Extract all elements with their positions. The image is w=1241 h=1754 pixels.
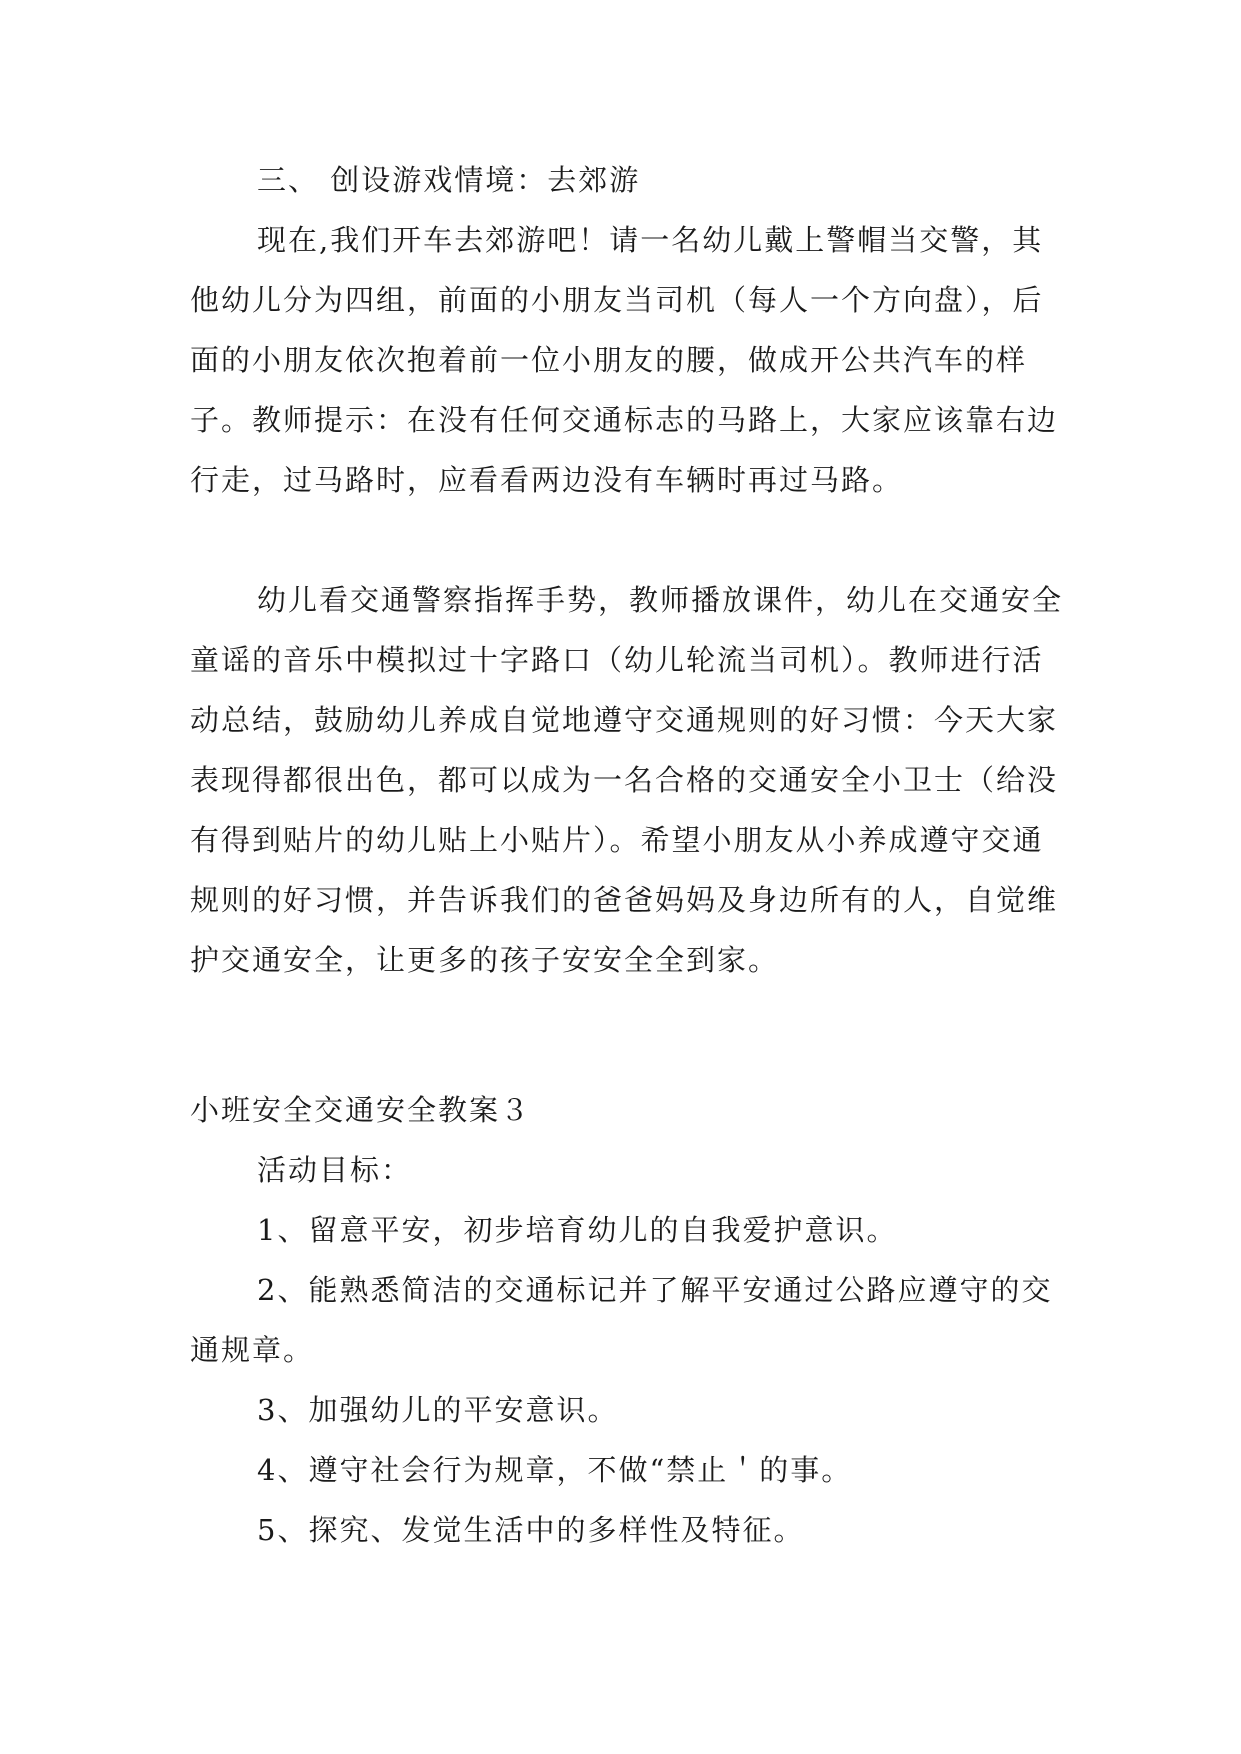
paragraph: 现在,我们开车去郊游吧！请一名幼儿戴上警帽当交警，其他幼儿分为四组，前面的小朋友当司机（每人一个方向盘），后面的小朋友依次抱着前一位小朋友的腰，做成开公共汽车的样子。教师提示：在没有任何交通标志的马路上，大家应该靠右边行走，过马路时，应看看两边没有车辆时再过马路。 bbox=[190, 223, 1059, 497]
goal-item: 5、探究、发觉生活中的多样性及特征。 bbox=[257, 1513, 805, 1547]
goals-heading: 活动目标： bbox=[257, 1153, 413, 1187]
section-heading: 三、 创设游戏情境：去郊游 bbox=[257, 163, 641, 197]
goal-item: 4、遵守社会行为规章，不做“禁止＇的事。 bbox=[257, 1453, 853, 1487]
goal-item: 2、能熟悉简洁的交通标记并了解平安通过公路应遵守的交通规章。 bbox=[190, 1273, 1053, 1367]
paragraph: 幼儿看交通警察指挥手势，教师播放课件，幼儿在交通安全童谣的音乐中模拟过十字路口（幼儿轮流当司机）。教师进行活动总结，鼓励幼儿养成自觉地遵守交通规则的好习惯：今天大家表现得都很出色，都可以成为一名合格的交通安全小卫士（给没有得到贴片的幼儿贴上小贴片）。希望小朋友从小养成遵守交通规则的好习惯，并告诉我们的爸爸妈妈及身边所有的人，自觉维护交通安全，让更多的孩子安安全全到家。 bbox=[190, 583, 1064, 977]
goal-item: 1、留意平安，初步培育幼儿的自我爱护意识。 bbox=[257, 1213, 898, 1247]
goal-item: 3、加强幼儿的平安意识。 bbox=[257, 1393, 619, 1427]
lesson-title: 小班安全交通安全教案３ bbox=[190, 1093, 532, 1127]
